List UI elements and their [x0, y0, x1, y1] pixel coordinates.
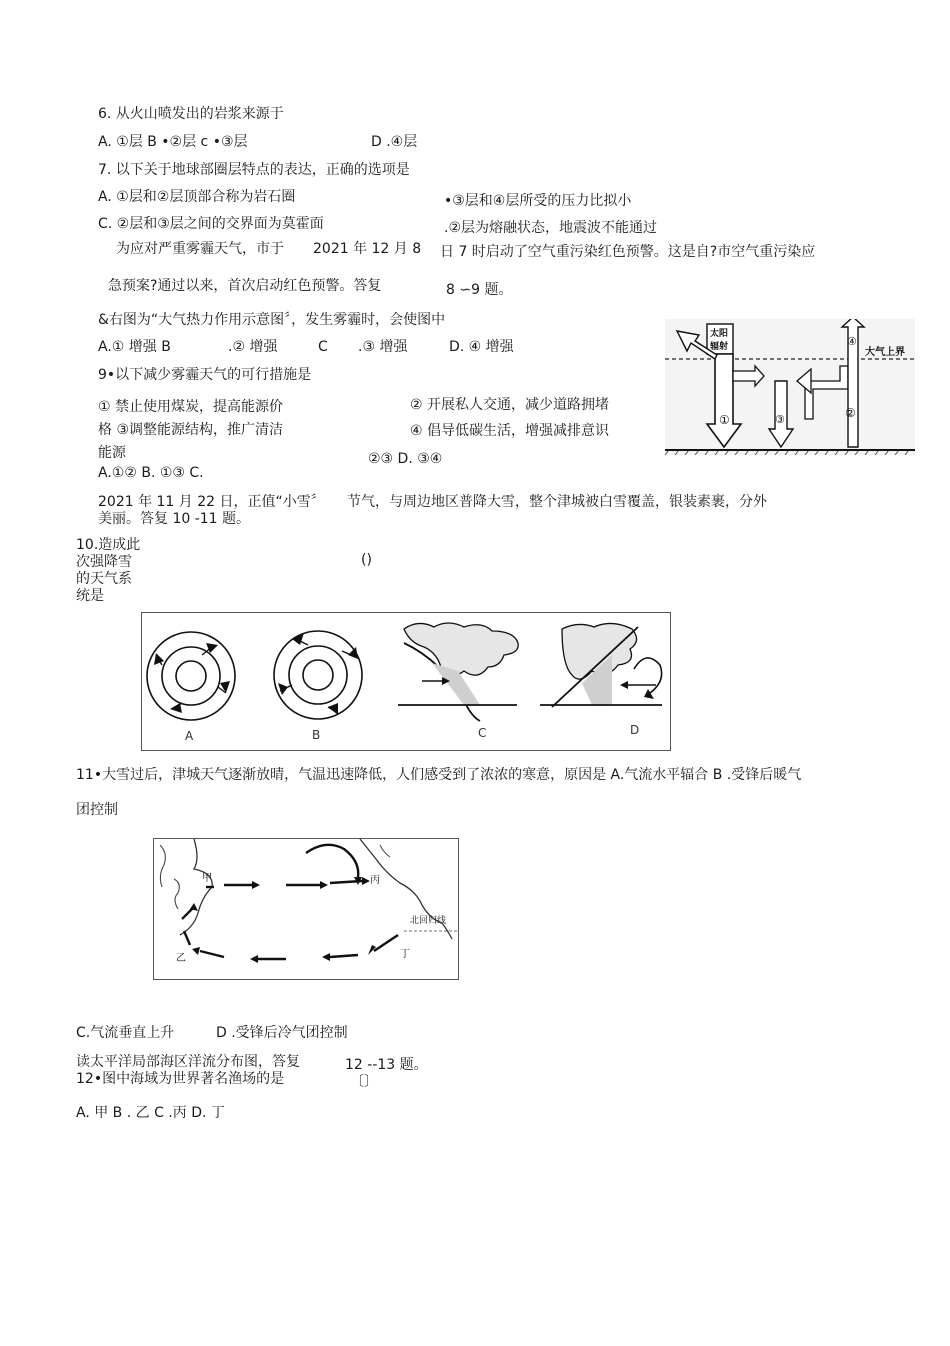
upper-boundary-label: 大气上界 [865, 347, 905, 358]
map-label-bing: 丙 [370, 875, 380, 886]
marker-3: ③ [775, 413, 785, 426]
q8-option-d: D. ④ 增强 [449, 339, 514, 355]
intro8-line1a: 为应对严重雾霾天气，市于 [116, 241, 284, 257]
q9-item-1: ① 禁止使用煤炭，提高能源价 [98, 399, 284, 415]
intro10-line1a: 2021 年 11 月 22 日，正值“小雪〞 [98, 494, 325, 510]
q7-option-b: •③层和④层所受的压力比拟小 [444, 193, 632, 209]
map-label-yi: 乙 [176, 953, 186, 964]
q6-stem: 6. 从火山喷发出的岩浆来源于 [98, 106, 284, 122]
intro10-line2: 美丽。答复 10 -11 题。 [98, 511, 251, 527]
q9-options-b: ②③ D. ③④ [368, 451, 443, 467]
ocean-current-map [153, 838, 459, 980]
q8-option-a: A.① 增强 B [98, 339, 171, 355]
q12-paren: 〔〕 [350, 1074, 378, 1090]
q10-line-3: 的天气系 [76, 571, 132, 587]
q10-paren: () [361, 552, 372, 568]
map-label-ding: 丁 [400, 949, 410, 960]
q8-option-c-letter: C [318, 339, 328, 355]
intro12-b: 12 --13 题。 [345, 1057, 428, 1073]
intro8-line2b: 8 ∽9 题。 [446, 282, 513, 298]
intro8-line1c: 日 7 时启动了空气重污染红色预警。这是自?市空气重污染应 [440, 244, 816, 260]
q11-option-c: C.气流垂直上升 [76, 1025, 175, 1041]
q6-options-abc: A. ①层 B •②层 c •③层 [98, 134, 248, 150]
q6-option-d: D .④层 [371, 134, 418, 150]
map-label-jia: 甲 [202, 873, 212, 884]
marker-2: ② [845, 406, 856, 420]
q9-item-4: ④ 倡导低碳生活，增强减排意识 [410, 423, 610, 439]
q12-stem: 12•图中海域为世界著名渔场的是 [76, 1071, 285, 1087]
q11-option-d: D .受锋后冷气团控制 [216, 1025, 348, 1041]
marker-1: ① [719, 413, 730, 427]
fig-label-b: B [312, 728, 321, 742]
atmosphere-heat-figure [665, 319, 915, 455]
q7-option-a: A. ①层和②层顶部合称为岩石圈 [98, 189, 296, 205]
intro12-a: 读太平洋局部海区洋流分布图，答复 [76, 1054, 300, 1070]
intro8-line1b: 2021 年 12 月 8 [313, 241, 422, 257]
fig-label-a: A [185, 729, 194, 743]
intro10-line1b: 节气，与周边地区普降大雪，整个津城被白雪覆盖，银装素裹，分外 [347, 494, 767, 510]
q9-item-1b: 格 ③调整能源结构，推广清洁 [98, 422, 284, 438]
q7-option-d: .②层为熔融状态，地震波不能通过 [444, 220, 658, 236]
q8-option-b: .② 增强 [228, 339, 278, 355]
q9-item-1c: 能源 [98, 445, 126, 461]
q9-stem: 9•以下减少雾霾天气的可行措施是 [98, 367, 312, 383]
q10-line-1: 10.造成此 [76, 537, 141, 553]
q9-item-2: ② 开展私人交通，减少道路拥堵 [410, 397, 610, 413]
sun-label-2: 辐射 [710, 342, 729, 352]
q11-stem-cont: 团控制 [76, 802, 118, 818]
map-label-tropic: 北回归线 [410, 916, 447, 926]
intro8-line2a: 急预案?通过以来，首次启动红色预警。答复 [108, 278, 382, 294]
q8-stem: &右图为“大气热力作用示意图〞，发生雾霾时，会使图中 [98, 312, 446, 328]
fig-label-d: D [630, 723, 640, 737]
q7-option-c: C. ②层和③层之间的交界面为莫霍面 [98, 216, 324, 232]
weather-systems-figure [141, 612, 671, 751]
marker-4: ④ [847, 335, 857, 348]
sun-label-1: 太阳 [710, 329, 729, 339]
q10-line-2: 次强降雪 [76, 554, 132, 570]
fig-label-c: C [478, 726, 487, 740]
q11-stem: 11•大雪过后，津城天气逐渐放晴，气温迅速降低，人们感受到了浓浓的寒意，原因是 A.气流水平辐合 B .受锋后暖气 [76, 767, 802, 783]
q7-stem: 7. 以下关于地球部圈层特点的表达，正确的选项是 [98, 162, 410, 178]
q10-line-4: 统是 [76, 588, 104, 604]
q8-option-c: .③ 增强 [358, 339, 408, 355]
q9-options-a: A.①② B. ①③ C. [98, 465, 204, 481]
q12-options: A. 甲 B . 乙 C .丙 D. 丁 [76, 1105, 225, 1121]
